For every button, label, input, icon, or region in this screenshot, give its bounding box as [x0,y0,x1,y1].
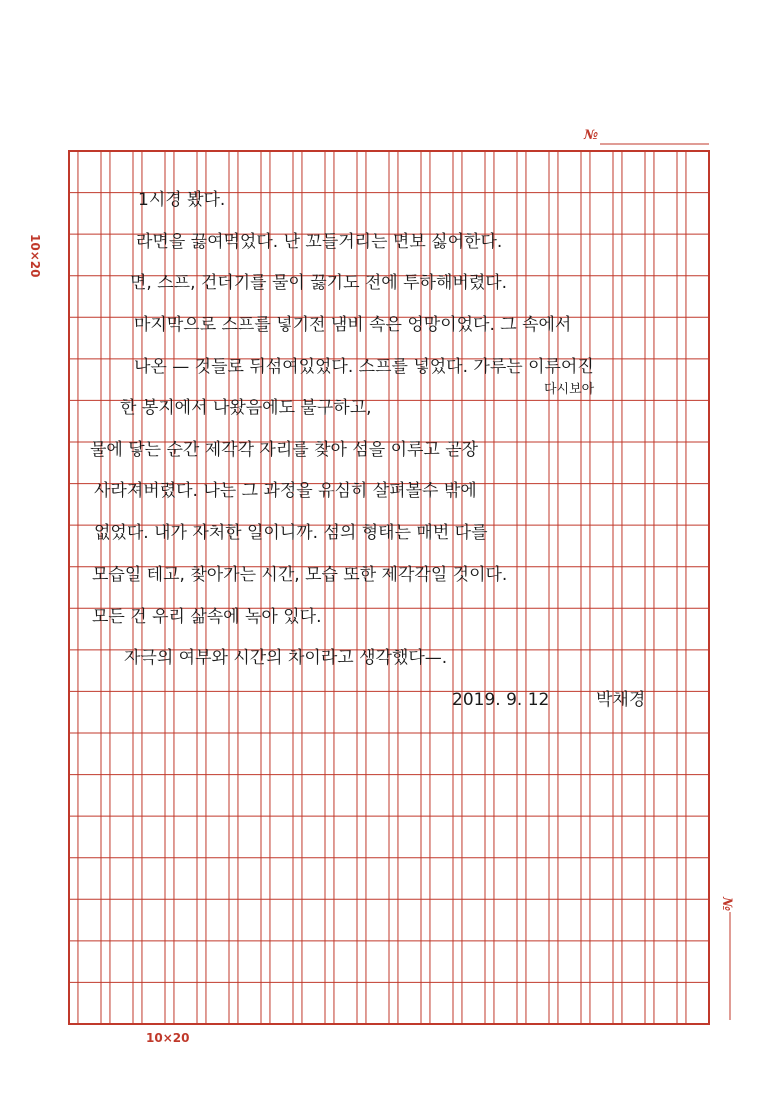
manuscript-line: 나온 — 것들로 뒤섞여있었다. 스프를 넣었다. 가루는 이루어진 [134,357,594,377]
manuscript-line: 물에 닿는 순간 제각각 자리를 찾아 섬을 이루고 곧장 [90,440,479,460]
manuscript-line: 없었다. 내가 자처한 일이니까. 섬의 형태는 매번 다를 [94,523,488,543]
manuscript-line: 한 봉지에서 나왔음에도 불구하고, [120,398,372,418]
signature-line [0,680,773,720]
manuscript-line: 사라져버렸다. 나는 그 과정을 유심히 살펴볼수 밖에 [94,481,477,501]
manuscript-line: 마지막으로 스프를 넣기전 냄비 속은 엉망이었다. 그 속에서 [134,315,572,335]
manuscript-line: 라면을 끓여먹었다. 난 꼬들거리는 면보 싫어한다. [136,232,503,252]
manuscript-line: 자극의 여부와 시간의 차이라고 생각했다—. [124,648,448,668]
page-number-label-top: № [584,128,599,143]
manuscript-line: 모든 건 우리 삶속에 녹아 있다. [92,607,322,627]
grid-size-label-side: 10×20 [28,234,42,278]
manuscript-line: 1시경 봤다. [138,190,226,210]
page-number-label-side: № [719,897,734,912]
author: 박채경 [596,690,646,710]
inserted-note: 다시보아 [544,382,595,397]
manuscript-line: 면, 스프, 건더기를 물이 끓기도 전에 투하해버렸다. [130,273,508,293]
manuscript-line: 모습일 테고, 찾아가는 시간, 모습 또한 제각각일 것이다. [92,565,508,585]
grid-size-label-bottom: 10×20 [146,1031,190,1045]
date: 2019. 9. 12 [452,690,550,710]
